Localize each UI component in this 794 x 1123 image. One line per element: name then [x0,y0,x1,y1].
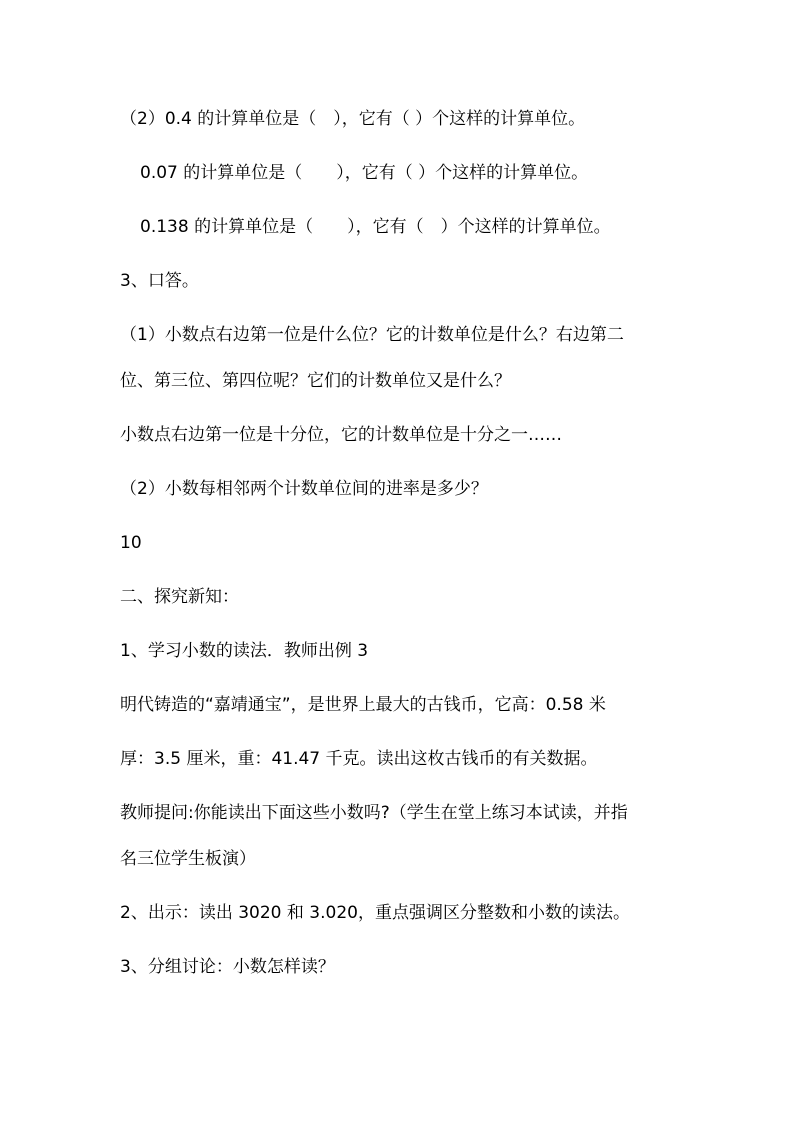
section-oral-answer-heading: 3、口答。 [120,271,199,291]
explore-item-1: 1、学习小数的读法．教师出例 3 [120,641,369,661]
oral-answer-2: 10 [120,533,142,553]
teacher-question-line-1: 教师提问:你能读出下面这些小数吗?（学生在堂上练习本试读，并指 [120,803,628,823]
question-2-line-1: （2）0.4 的计算单位是（ ），它有（ ）个这样的计算单位。 [120,109,586,129]
explore-item-3: 3、分组讨论：小数怎样读？ [120,957,335,977]
coin-description-line-1: 明代铸造的“嘉靖通宝”，是世界上最大的古钱币，它高：0.58 米 [120,695,606,715]
question-2-line-2: 0.07 的计算单位是（ ），它有（ ）个这样的计算单位。 [140,163,589,183]
question-2-line-3: 0.138 的计算单位是（ ），它有（ ）个这样的计算单位。 [140,217,611,237]
explore-item-2: 2、出示：读出 3020 和 3.020，重点强调区分整数和小数的读法。 [120,903,630,923]
section-explore-heading: 二、探究新知： [120,587,239,607]
oral-question-2: （2）小数每相邻两个计数单位间的进率是多少？ [120,479,488,499]
teacher-question-line-2: 名三位学生板演） [120,849,256,869]
oral-answer-1: 小数点右边第一位是十分位，它的计数单位是十分之一…… [120,425,562,445]
oral-question-1-line-2: 位、第三位、第四位呢？它们的计数单位又是什么？ [120,371,511,391]
oral-question-1-line-1: （1）小数点右边第一位是什么位？它的计数单位是什么？右边第二 [120,325,624,345]
coin-description-line-2: 厚：3.5 厘米，重：41.47 千克。读出这枚古钱币的有关数据。 [120,749,598,769]
